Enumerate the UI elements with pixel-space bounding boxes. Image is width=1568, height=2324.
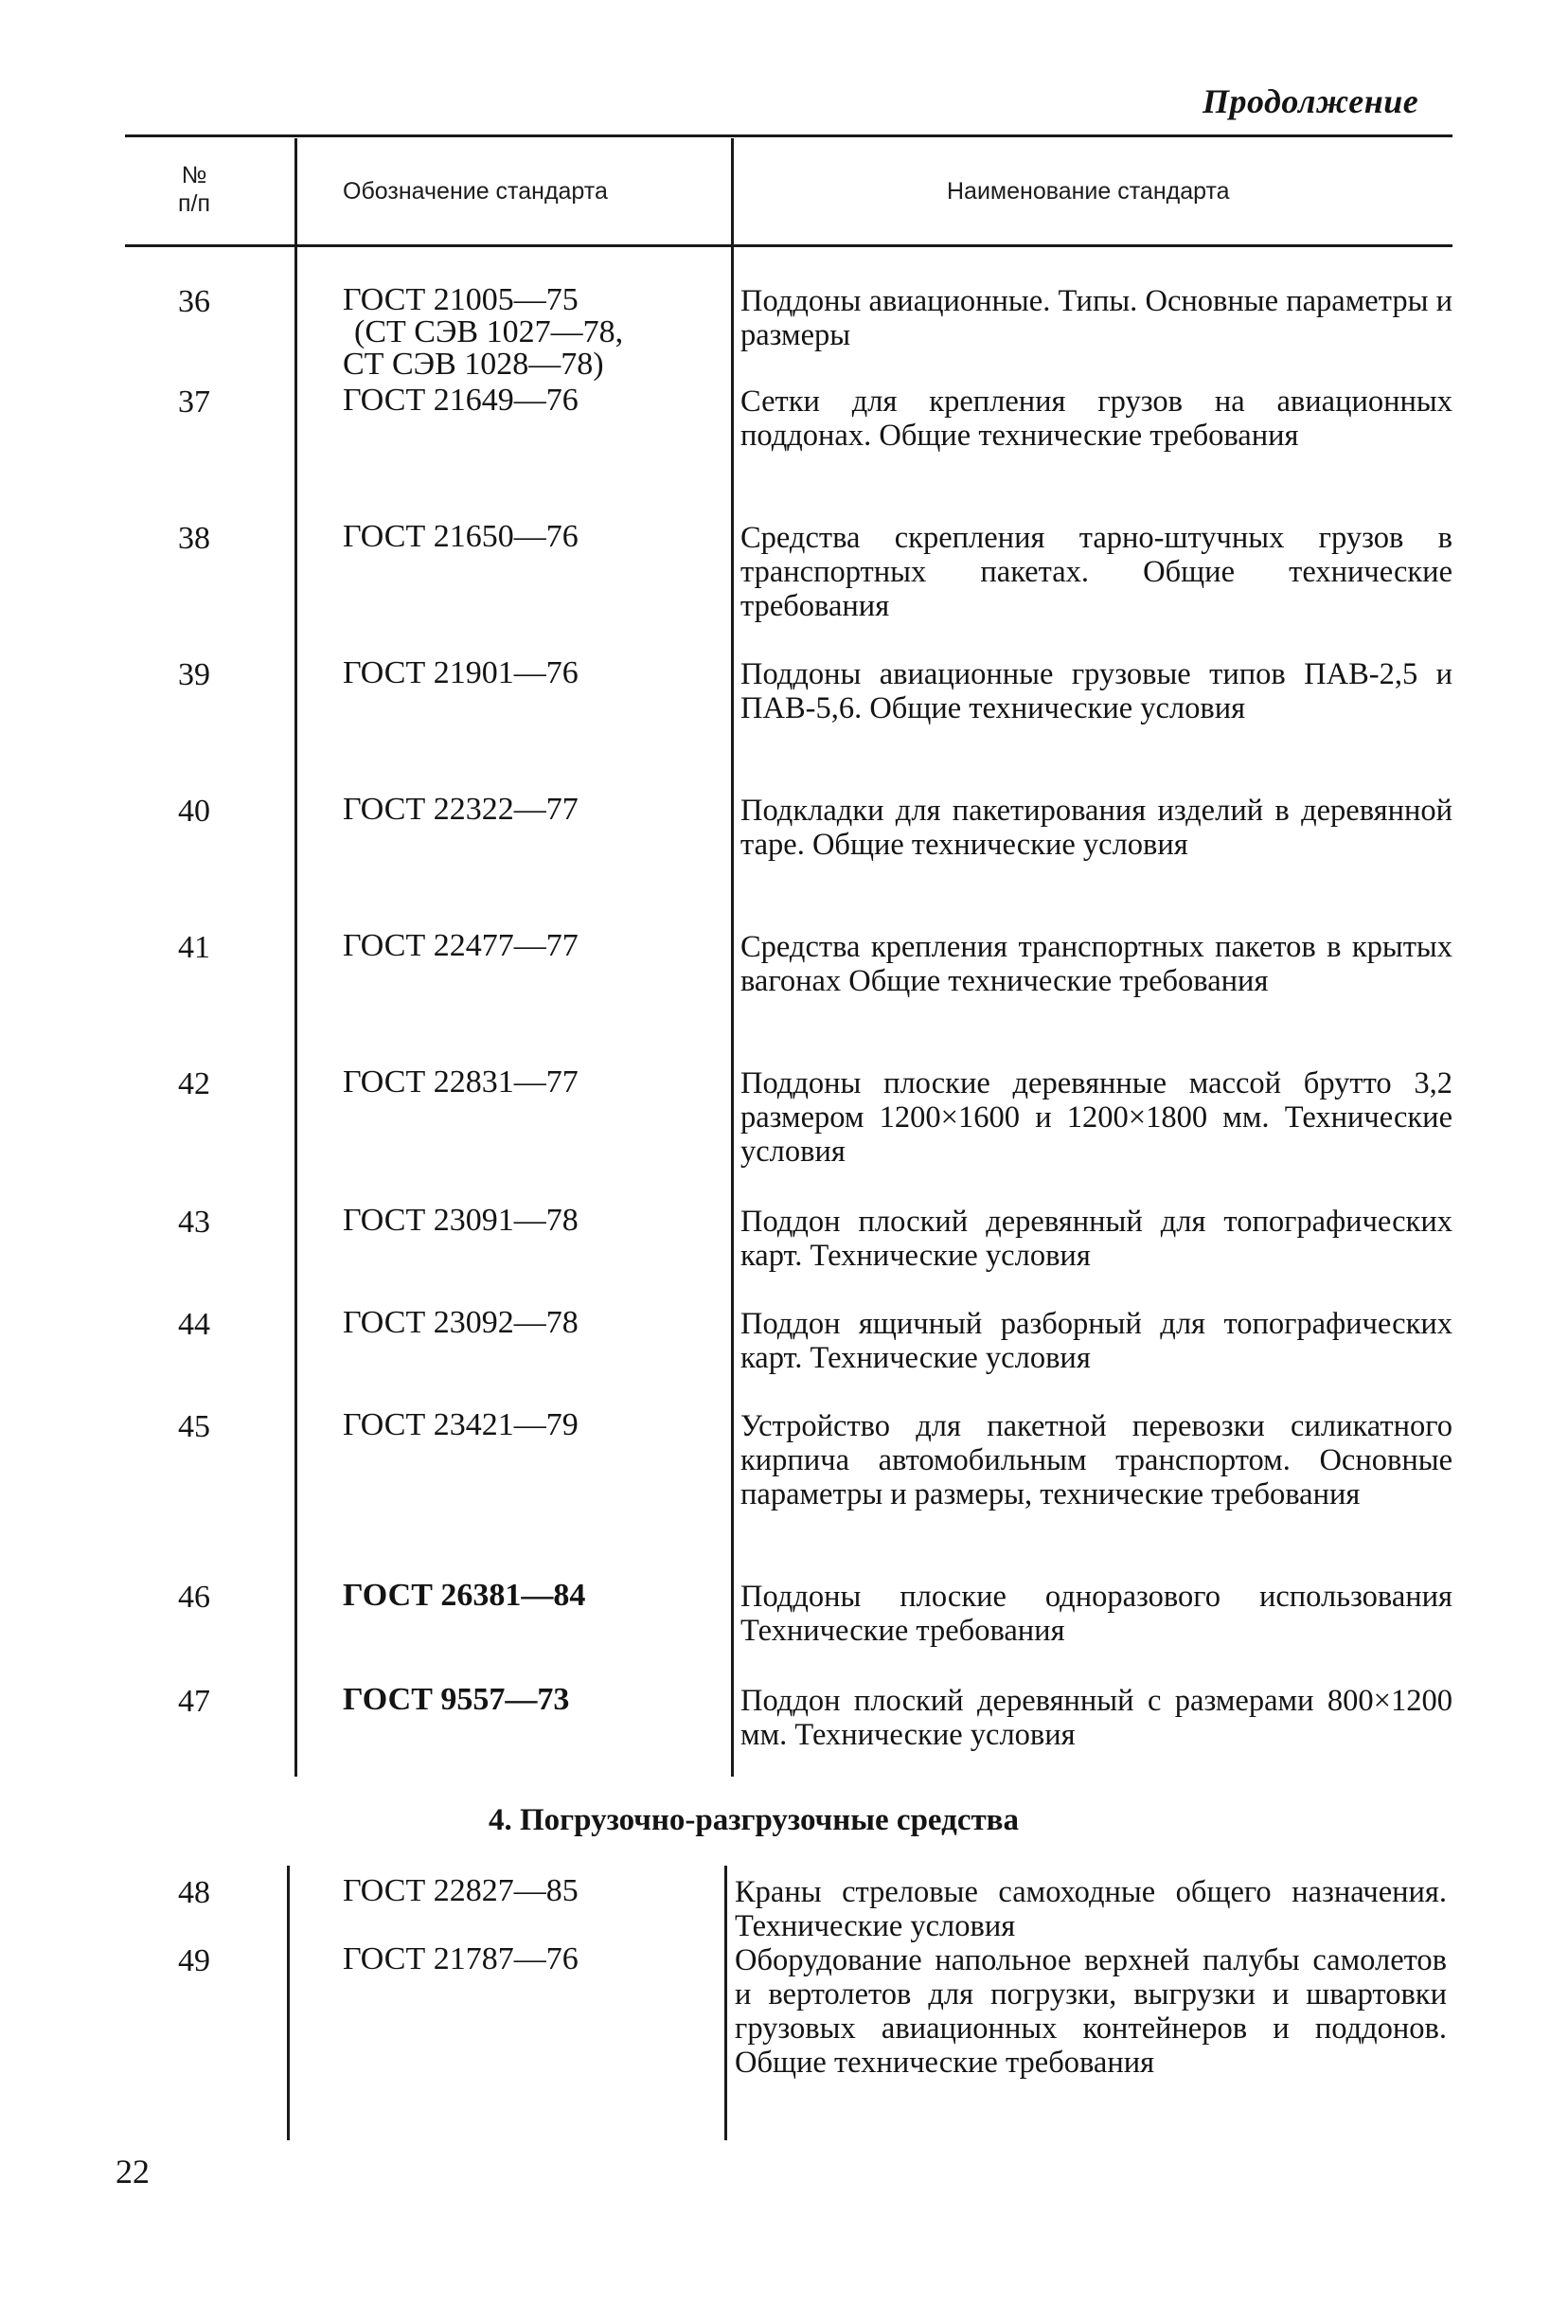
designation-line: СТ СЭВ 1028—78) bbox=[343, 347, 604, 382]
row-name: Поддон плоский деревянный с размерами 800×1200 мм. Технические условия bbox=[740, 1684, 1452, 1752]
header-num bbox=[142, 161, 246, 218]
row-number: 44 bbox=[178, 1307, 210, 1342]
table-top-rule bbox=[125, 134, 1452, 137]
column-rule-2 bbox=[731, 138, 734, 1777]
row-designation bbox=[343, 794, 722, 826]
row-number: 41 bbox=[178, 930, 210, 965]
row-name: Поддоны авиационные грузовые типов ПАВ-2,5 и ПАВ-5,6. Общие технические условия bbox=[740, 657, 1452, 725]
designation-line: ГОСТ 23091—78 bbox=[343, 1203, 579, 1238]
designation-line: (СТ СЭВ 1027—78, bbox=[354, 314, 624, 349]
designation-line: ГОСТ 22831—77 bbox=[343, 1064, 579, 1099]
header-num-symbol: № bbox=[181, 162, 207, 188]
designation-line: ГОСТ 22477—77 bbox=[343, 928, 579, 963]
row-number: 36 bbox=[178, 284, 210, 319]
section-title: 4. Погрузочно-разгрузочные средства bbox=[489, 1803, 1020, 1837]
row-number: 43 bbox=[178, 1205, 210, 1240]
row-designation bbox=[343, 930, 722, 962]
designation-line: ГОСТ 21650—76 bbox=[343, 519, 579, 554]
column-rule-2-section4 bbox=[724, 1866, 727, 2140]
designation-line: ГОСТ 22827—85 bbox=[343, 1873, 579, 1908]
row-designation bbox=[343, 1066, 722, 1099]
row-designation bbox=[343, 384, 722, 417]
table-header-rule bbox=[125, 244, 1452, 247]
row-designation bbox=[343, 1580, 722, 1612]
row-number: 48 bbox=[178, 1875, 210, 1910]
row-name: Устройство для пакетной перевозки силикатного кирпича автомобильным транспортом. Основные параметры и размеры, технические требования bbox=[740, 1409, 1452, 1511]
row-designation bbox=[343, 1875, 722, 1907]
row-name: Поддоны плоские деревянные массой брутто 3,2 размером 1200×1600 и 1200×1800 мм. Технические условия bbox=[740, 1066, 1452, 1169]
designation-line: ГОСТ 21901—76 bbox=[343, 655, 579, 690]
continuation-label: Продолжение bbox=[1203, 82, 1419, 120]
row-designation bbox=[343, 657, 722, 689]
row-number: 37 bbox=[178, 384, 210, 420]
row-designation bbox=[343, 1205, 722, 1237]
row-name: Поддоны авиационные. Типы. Основные параметры и размеры bbox=[740, 284, 1452, 352]
designation-line: ГОСТ 23092—78 bbox=[343, 1305, 579, 1340]
header-designation: Обозначение стандарта bbox=[343, 178, 608, 205]
row-name: Средства крепления транспортных пакетов в крытых вагонах Общие технические требования bbox=[740, 930, 1452, 998]
row-designation bbox=[343, 1307, 722, 1339]
row-number: 45 bbox=[178, 1409, 210, 1444]
row-designation bbox=[343, 1943, 722, 1975]
row-name: Краны стреловые самоходные общего назначения. Технические условия bbox=[735, 1875, 1447, 1943]
row-number: 46 bbox=[178, 1580, 210, 1615]
designation-line: ГОСТ 26381—84 bbox=[343, 1578, 586, 1613]
row-number: 47 bbox=[178, 1684, 210, 1719]
row-designation bbox=[343, 284, 722, 381]
row-name: Сетки для крепления грузов на авиационных поддонах. Общие технические требования bbox=[740, 384, 1452, 453]
row-name: Подкладки для пакетирования изделий в деревянной таре. Общие технические условия bbox=[740, 794, 1452, 862]
row-name: Поддоны плоские одноразового использования Технические требования bbox=[740, 1580, 1452, 1648]
row-name: Оборудование напольное верхней палубы самолетов и вертолетов для погрузки, выгрузки и швартовки грузовых авиационных контейнеров и поддонов. Общие технические требования bbox=[735, 1943, 1447, 2080]
row-number: 42 bbox=[178, 1066, 210, 1101]
row-designation bbox=[343, 521, 722, 553]
page-number: 22 bbox=[116, 2153, 150, 2190]
row-name: Поддон плоский деревянный для топографических карт. Технические условия bbox=[740, 1205, 1452, 1273]
designation-line: ГОСТ 21787—76 bbox=[343, 1941, 579, 1976]
designation-line: ГОСТ 21005—75 bbox=[343, 282, 579, 317]
header-num-label: п/п bbox=[177, 190, 211, 217]
row-designation bbox=[343, 1409, 722, 1441]
designation-line: ГОСТ 23421—79 bbox=[343, 1407, 579, 1442]
row-number: 49 bbox=[178, 1943, 210, 1978]
designation-line: ГОСТ 21649—76 bbox=[343, 383, 579, 418]
designation-line: ГОСТ 22322—77 bbox=[343, 792, 579, 827]
row-number: 40 bbox=[178, 794, 210, 829]
row-name: Поддон ящичный разборный для топографических карт. Технические условия bbox=[740, 1307, 1452, 1375]
designation-line: ГОСТ 9557—73 bbox=[343, 1682, 570, 1717]
row-name: Средства скрепления тарно-штучных грузов в транспортных пакетах. Общие технические требования bbox=[740, 521, 1452, 623]
column-rule-1 bbox=[294, 138, 297, 1777]
row-number: 38 bbox=[178, 521, 210, 556]
row-number: 39 bbox=[178, 657, 210, 692]
row-designation bbox=[343, 1684, 722, 1716]
column-rule-1-section4 bbox=[287, 1866, 290, 2140]
header-name: Наименование стандарта bbox=[947, 178, 1230, 205]
